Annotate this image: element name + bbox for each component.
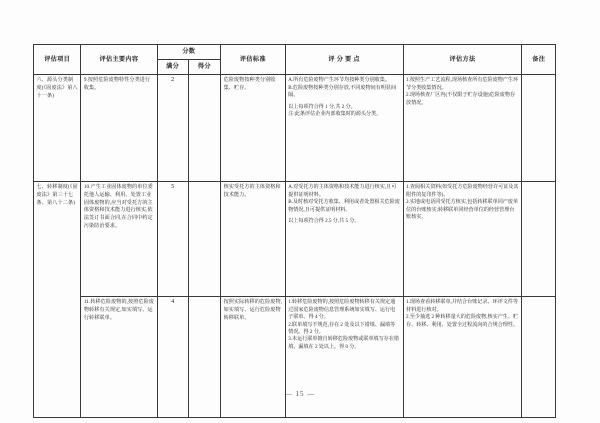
- cell-method: [403, 75, 522, 182]
- cell-content: 9.按照危险废物特性分类进行收集。: [81, 75, 157, 182]
- cell-remark: [522, 75, 556, 182]
- cell-content: 11.转移危险废物的,按照危险废物转移有关规定,如实填写、运行转移联单。: [81, 297, 157, 418]
- method-line: 1.现场查看转移联单,并结合台账记录、环评文件等材料进行核对。: [406, 299, 519, 313]
- cell-remark: [522, 182, 556, 297]
- key-point-line: 2.联单填写不规范,存在 2 处及以下错填、漏填等情况。得 2 分。: [288, 321, 396, 335]
- method-line: 2.实地或电话同受托方核实,包括转移联单同产废单位的台账核实;转移联单同经营单位的经营管理台账核实。: [406, 199, 519, 220]
- key-point-line: A.所有危险废物产生环节均按种类分别收集。: [288, 77, 390, 84]
- table-header: [34, 45, 556, 75]
- cell-item: 七、转移制度(《固废法》第三十七条、第八十二条): [34, 182, 81, 418]
- cell-key-points: [285, 75, 403, 182]
- key-point-line: 1.转移危险废物的,按照危险废物转移有关规定通过国家危险废物信息管理系统如实填写、运行电子联单。得 4 分。: [288, 299, 396, 321]
- evaluation-table-container: [33, 44, 556, 418]
- header-item: 评估项目: [34, 45, 81, 75]
- method-line: 2.至少抽选 2 种转移量大的危险废物,核实产生、贮存、转移、利用、处置全过程流向的合规合理性。: [406, 314, 519, 328]
- cell-remark: [522, 297, 556, 418]
- evaluation-table: [33, 44, 556, 418]
- method-line: 1.按照生产工艺流程,现场核查所有危险废物产生环节分类收集情况。: [406, 77, 519, 91]
- key-point-line: B.危险废物按种类分别存放,不同废物间有明显间隔。: [288, 84, 397, 99]
- cell-standard: 按照实际转移的危险废物,如实填写、运行危险废物转移联单。: [221, 297, 286, 418]
- header-points: 分数: [157, 45, 221, 60]
- table-row: [34, 75, 556, 182]
- header-content: 评估主要内容: [81, 45, 157, 75]
- cell-got-score[interactable]: [188, 297, 220, 418]
- method-line: 2.现场核查厂区内(不仅限于贮存设施)危险废物存放情况。: [406, 92, 516, 106]
- header-got-score: 得分: [188, 60, 220, 75]
- cell-content: 10.产生工业固体废物的单位委托他人运输、利用、处置工业固体废物的,应当对受托方的主体资格和技术能力进行核实,依法签订书面合同,在合同中约定污染防治要求。: [81, 182, 157, 297]
- cell-method: [403, 297, 522, 418]
- method-line: 1.查阅相关资料(如受托方危险废物经营许可证及其附件的复印件等)。: [406, 184, 519, 198]
- key-point-tail: 注:此条评估企业内部收集时的源头分类。: [288, 111, 382, 118]
- cell-full-score: 5: [157, 182, 188, 297]
- header-full-score: 满分: [157, 60, 188, 75]
- cell-got-score[interactable]: [188, 182, 220, 297]
- table-row: [34, 182, 556, 297]
- cell-key-points: [285, 297, 403, 418]
- header-row-top: [34, 45, 556, 60]
- cell-key-points: [285, 182, 403, 297]
- header-key-points: 评 分 要 点: [285, 45, 403, 75]
- cell-standard: 核实受托方的主体资格和技术能力。: [221, 182, 286, 297]
- cell-full-score: 2: [157, 75, 188, 182]
- cell-full-score: 4: [157, 297, 188, 418]
- cell-method: [403, 182, 522, 297]
- key-point-line: A.对受托方的主体资格和技术能力进行核实,且可提供证明材料。: [288, 184, 397, 198]
- key-point-tail: 以上每项符合得 2.5 分,共 5 分。: [288, 218, 360, 225]
- header-remark: 备注: [522, 45, 556, 75]
- table-row: [34, 297, 556, 418]
- key-point-line: B.及时核对受托方收集、利用或者处置相关危险废物情况,且可提供证明材料。: [288, 199, 400, 213]
- page-number: — 15 —: [284, 390, 316, 398]
- table-body: [34, 75, 556, 418]
- cell-standard: 危险废物按种类分别收集、贮存。: [221, 75, 286, 182]
- cell-item: 六、源头分类制度(《固废法》第八十一条): [34, 75, 81, 182]
- header-standard: 评估标准: [221, 45, 286, 75]
- key-point-tail: 以上每项符合得 1 分,共 2 分。: [288, 104, 356, 110]
- key-point-line: 3.未运行联单擅自转移危险废物或联单填写存在错填、漏填在 2 处以上。得 0 分。: [288, 336, 400, 350]
- header-method: 评估方法: [403, 45, 522, 75]
- cell-got-score[interactable]: [188, 75, 220, 182]
